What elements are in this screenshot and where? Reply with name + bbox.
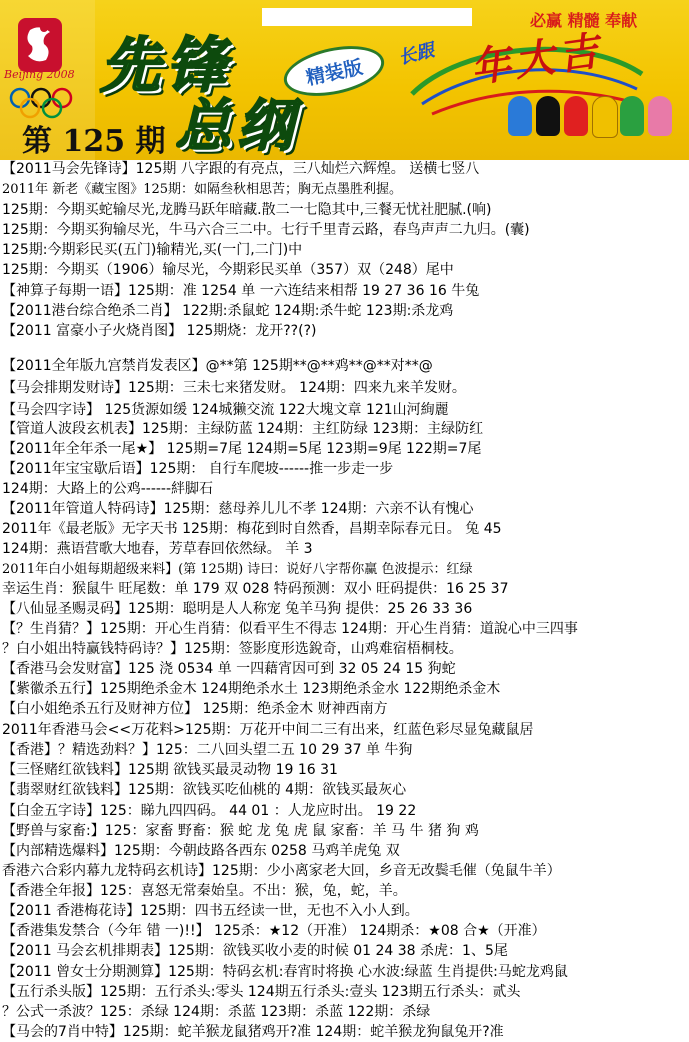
text-line: 幸运生肖：猴鼠牛 旺尾数：单 179 双 028 特码预测：双小 旺码提供：16 25 37 xyxy=(2,581,509,597)
text-line: 【白小姐绝杀五行及财神方位】 125期：绝杀金木 财神西南方 xyxy=(2,701,388,717)
slogan-top: 必赢 精髓 奉献 xyxy=(530,11,638,30)
title-zonggang: 总纲 xyxy=(175,93,299,159)
text-line: 【2011 马会玄机排期表】125期：欲钱买收小麦的时候 01 24 38 杀虎：1、5尾 xyxy=(2,943,508,959)
text-line: 【2011 富豪小子火烧肖图】 125期烧：龙开??(?) xyxy=(2,323,317,339)
mascot-green-icon xyxy=(620,96,644,136)
text-line: 【八仙显圣赐灵码】125期：聪明是人人称宠 兔羊马狗 提供：25 26 33 36 xyxy=(2,601,473,617)
text-line: 125期：今期买狗输尽光，牛马六合三二中。七行千里青云路，春鸟声声二九归。(囊) xyxy=(2,222,530,238)
text-line: 【香港】？精选劲料？】125：二八回头望二五 10 29 37 单 牛狗 xyxy=(2,742,413,758)
beijing-2008-text: Beijing 2008 xyxy=(4,68,75,81)
text-line: 【2011全年版九宫禁肖发表区】@**第 125期**@**鸡**@**对**@ xyxy=(2,358,433,374)
text-line: 【神算子每期一语】125期：准 1254 单 一六连结来相帮 19 27 36 16 牛兔 xyxy=(2,283,480,299)
text-line: 【马会的7肖中特】125期：蛇羊猴龙鼠猪鸡开?准 124期：蛇羊猴龙狗鼠兔开?准 xyxy=(2,1024,504,1040)
text-line: 【马会四字诗】 125货源如缓 124城獭交流 122大塊文章 121山河絢麗 xyxy=(2,402,449,418)
edition-badge: 精装版 xyxy=(279,38,388,104)
text-line: 125期：今期买蛇输尽光,龙腾马跃年暗藏.散二一七隐其中,三餐无忧社肥腻.(响) xyxy=(2,202,492,218)
text-line: 【2011 曾女士分期测算】125期：特码玄机:春宵时将换 心水波:绿蓝 生肖提供:马蛇龙鸡鼠 xyxy=(2,964,568,980)
text-line: 【2011年全年杀一尾★】 125期=7尾 124期=5尾 123期=9尾 122期=7尾 xyxy=(2,441,482,457)
header-banner xyxy=(0,0,689,160)
text-line: 【紫徽杀五行】125期绝杀金木 124期绝杀水土 123期绝杀金水 122期绝杀金木 xyxy=(2,681,501,697)
text-line: ？白小姐出特赢钱特码诗？】125期：签影度形选銳奇，山鸡难宿梧桐枝。 xyxy=(2,641,463,657)
title-xianfeng: 先锋 xyxy=(100,31,232,101)
text-line: 【？生肖猜？】125期：开心生肖猜：似看平生不得志 124期：开心生肖猜：道說心中三四事 xyxy=(2,621,578,637)
text-line: 【五行杀头版】125期：五行杀头:零头 124期五行杀头:壹头 123期五行杀头：贰头 xyxy=(2,984,521,1000)
slogan-brush: 年大吉 xyxy=(467,27,606,92)
text-line: 125期:今期彩民买(五门)输精光,买(一门,二门)中 xyxy=(2,242,303,258)
mascot-red-icon xyxy=(564,96,588,136)
text-line: 【香港全年报】125：喜怒无常秦始皇。不出：猴，兔，蛇，羊。 xyxy=(2,883,407,899)
mascot-yellow-icon xyxy=(592,96,618,138)
text-line: 【2011年宝宝歇后语】125期： 自行车爬坡------推一步走一步 xyxy=(2,461,394,477)
text-line: 124期：燕语营歌大地春，芳草春回依然绿。 羊 3 xyxy=(2,541,313,557)
text-line: 2011年 新老《藏宝图》125期：如隔叁秋相思苦；胸无点墨胜利握。 xyxy=(2,182,403,197)
text-line: 125期：今期买（1906）输尽光，今期彩民买单（357）双（248）尾中 xyxy=(2,262,454,278)
text-line: 【白金五字诗】125：睇九四四码。 44 01 ：人龙应时出。 19 22 xyxy=(2,803,417,819)
text-line: 【管道人波段玄机表】125期：主绿防蓝 124期：主红防绿 123期：主绿防红 xyxy=(2,421,484,437)
text-line: 【三怪赌红欲钱料】125期 欲钱买最灵动物 19 16 31 xyxy=(2,762,338,778)
issue-number: 第 125 期 xyxy=(22,124,166,159)
text-line: ？公式一杀波？125：杀绿 124期：杀蓝 123期：杀蓝 122期：杀绿 xyxy=(2,1004,431,1020)
text-line: 124期：大路上的公鸡------絆脚石 xyxy=(2,481,214,497)
text-line: 【2011港台综合绝杀二肖】 122期:杀鼠蛇 124期:杀牛蛇 123期:杀龙鸡 xyxy=(2,303,454,319)
mascot-blue-icon xyxy=(508,96,532,136)
text-line: 2011年香港马会<<万花料>125期：万花开中间二三有出来，红蓝色彩尽显兔藏鼠居 xyxy=(2,722,534,738)
banner-white-strip xyxy=(262,8,472,26)
mascot-pink-icon xyxy=(648,96,672,136)
text-line: 【马会排期发财诗】125期：三未七来猪发财。 124期：四来九来羊发财。 xyxy=(2,380,466,396)
text-line: 【翡翠财红欲钱料】125期：欲钱买吃仙桃的 4期：欲钱买最灰心 xyxy=(2,782,407,798)
olympic-rings-icon xyxy=(8,86,74,120)
text-line: 【2011 香港梅花诗】125期：四书五经读一世，无也不入小人到。 xyxy=(2,903,419,919)
text-line: 2011年白小姐每期超级来料】(第 125期) 诗曰：说好八字帮你赢 色波提示：红绿 xyxy=(2,562,473,577)
text-line: 2011年《最老版》无字天书 125期：梅花到时自然香，昌期幸际春元日。 兔 45 xyxy=(2,521,502,537)
text-line: 【香港集发禁合（今年 错 一)!!】 125杀：★12（开准） 124期杀：★08 合★（开准） xyxy=(2,923,546,939)
text-line: 【2011马会先锋诗】125期 八字跟的有亮点，三八灿烂六辉煌。 送横七竖八 xyxy=(2,161,480,177)
text-line: 【内部精选爆料】125期：今朝歧路各西东 0258 马鸡羊虎兔 双 xyxy=(2,843,400,859)
text-line: 【香港马会发财富】125 浇 0534 单 一四藉宵因可到 32 05 24 15 狗蛇 xyxy=(2,661,456,677)
slogan-left: 长跟 xyxy=(396,39,437,69)
mascot-black-icon xyxy=(536,96,560,136)
text-line: 【2011年管道人特码诗】125期：慈母养儿儿不孝 124期：六亲不认有愧心 xyxy=(2,501,474,517)
text-line: 【野兽与家畜:】125：家畜 野畜：猴 蛇 龙 兔 虎 鼠 家畜：羊 马 牛 猪 狗 鸡 xyxy=(2,823,479,839)
text-line: 香港六合彩内幕九龙特码玄机诗】125期：少小离家老大回，乡音无改鬓毛催（兔鼠牛羊） xyxy=(2,863,561,879)
